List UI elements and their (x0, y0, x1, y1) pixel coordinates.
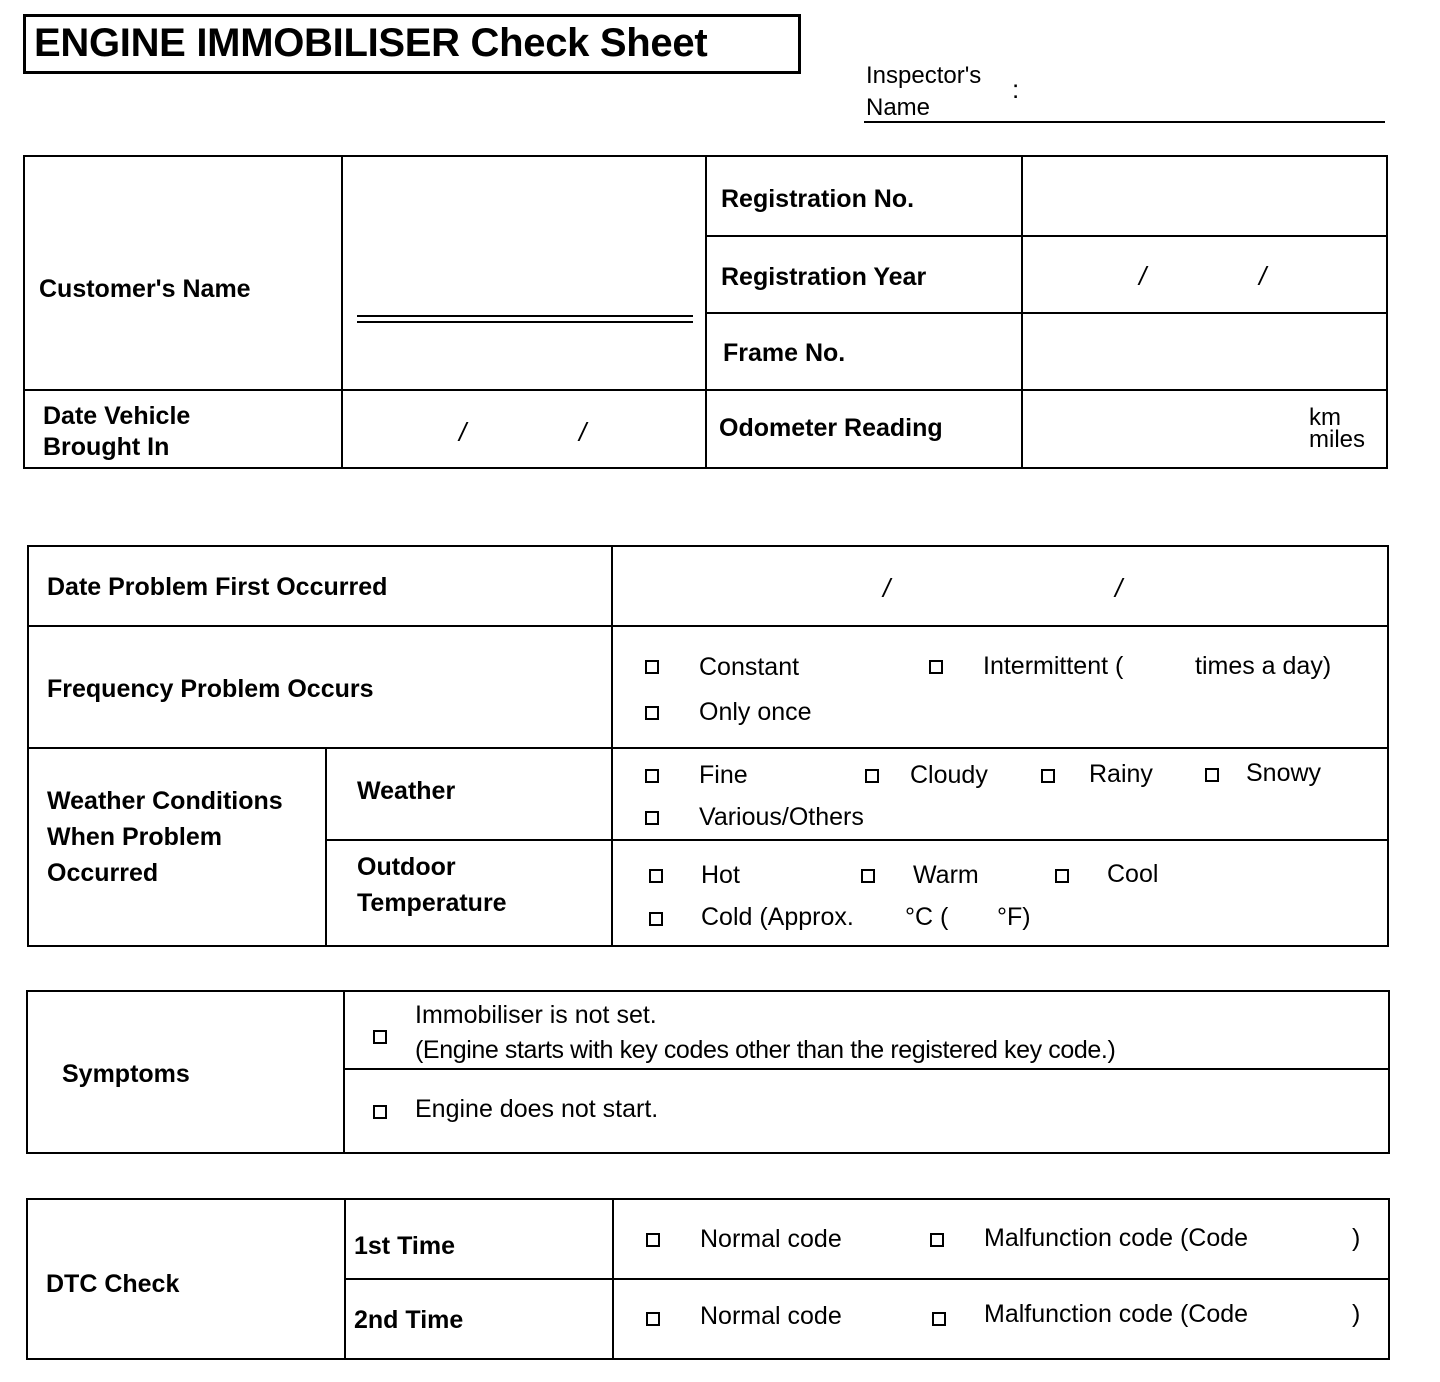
temperature-label-line1: Outdoor (357, 853, 456, 881)
checkbox-rainy[interactable] (1041, 769, 1055, 783)
option-intermittent: Intermittent ( (983, 652, 1124, 680)
odometer-label-cell (706, 390, 1022, 468)
option-snowy: Snowy (1246, 759, 1322, 787)
checkbox-immobiliser-not-set[interactable] (373, 1030, 387, 1044)
inspector-label (866, 60, 981, 124)
checkbox-second-malfunction[interactable] (932, 1312, 946, 1326)
date-first-label: Date Problem First Occurred (47, 573, 388, 601)
symptom-no-start-row (344, 1069, 1389, 1153)
inspector-label-line2: Name (866, 94, 931, 121)
customer-name-line-2 (357, 321, 693, 323)
option-various: Various/Others (699, 803, 864, 831)
option-only-once: Only once (699, 698, 812, 726)
option-first-malfunction: Malfunction code (Code (984, 1224, 1249, 1252)
checkbox-cool[interactable] (1055, 869, 1069, 883)
odometer-field[interactable] (1022, 390, 1387, 468)
title-box (23, 14, 801, 74)
option-rainy: Rainy (1089, 760, 1153, 788)
symptoms-label-cell (27, 991, 344, 1153)
checkbox-hot[interactable] (649, 869, 663, 883)
checkbox-fine[interactable] (645, 769, 659, 783)
checkbox-warm[interactable] (861, 869, 875, 883)
dtc-first-options (613, 1199, 1389, 1279)
registration-year-label: Registration Year (721, 263, 927, 291)
date-separator: / (1259, 261, 1267, 291)
dtc-label-cell (27, 1199, 345, 1359)
date-brought-in-label-cell (24, 390, 342, 468)
frequency-options (612, 626, 1388, 748)
option-fine: Fine (699, 761, 748, 789)
dtc-table (26, 1198, 1390, 1360)
date-first-field[interactable] (612, 546, 1388, 626)
option-deg-f: °F) (997, 903, 1031, 931)
checkbox-snowy[interactable] (1205, 768, 1219, 782)
checkbox-first-malfunction[interactable] (930, 1233, 944, 1247)
unit-miles: miles (1309, 426, 1366, 453)
customer-name-line-1 (357, 315, 693, 317)
option-deg-c: °C ( (905, 903, 949, 931)
weather-label: Weather (357, 777, 456, 805)
temperature-label-cell (326, 840, 612, 946)
option-second-malfunction: Malfunction code (Code (984, 1300, 1249, 1328)
dtc-second-label-cell (345, 1279, 613, 1359)
weather-options (612, 748, 1388, 840)
first-code-close: ) (1352, 1224, 1361, 1252)
odometer-label: Odometer Reading (719, 414, 943, 442)
weather-label-cell (326, 748, 612, 840)
checkbox-second-normal[interactable] (646, 1312, 660, 1326)
registration-no-label: Registration No. (721, 185, 915, 213)
checkbox-cloudy[interactable] (865, 769, 879, 783)
registration-year-label-cell (706, 236, 1022, 313)
checkbox-only-once[interactable] (645, 706, 659, 720)
weather-group-line2: When Problem (47, 823, 223, 851)
registration-no-label-cell (706, 156, 1022, 236)
frame-no-field[interactable] (1022, 313, 1387, 390)
vehicle-info-table (23, 155, 1388, 469)
checkbox-intermittent[interactable] (929, 660, 943, 674)
dtc-first-label: 1st Time (354, 1232, 455, 1260)
option-hot: Hot (701, 861, 740, 889)
frame-no-label-cell (706, 313, 1022, 390)
option-cool: Cool (1107, 860, 1159, 888)
weather-group-line3: Occurred (47, 859, 159, 887)
symptom-not-set-line2: (Engine starts with key codes other than the registered key code.) (415, 1036, 1116, 1064)
symptom-no-start-text: Engine does not start. (415, 1095, 659, 1123)
date-brought-in-label (43, 401, 190, 463)
frequency-label-cell (28, 626, 612, 748)
registration-no-field[interactable] (1022, 156, 1387, 236)
option-cloudy: Cloudy (910, 761, 988, 789)
option-constant: Constant (699, 653, 800, 681)
option-second-normal: Normal code (700, 1302, 842, 1330)
option-cold: Cold (Approx. (701, 903, 854, 931)
symptom-not-set-line1: Immobiliser is not set. (415, 1001, 657, 1029)
dtc-label: DTC Check (46, 1270, 180, 1298)
date-first-label-cell (28, 546, 612, 626)
date-separator: / (459, 417, 467, 447)
temperature-label (357, 849, 507, 921)
checkbox-cold[interactable] (649, 912, 663, 926)
customer-name-label: Customer's Name (39, 275, 251, 303)
date-separator: / (579, 417, 587, 447)
second-code-close: ) (1352, 1300, 1361, 1328)
option-warm: Warm (913, 861, 979, 889)
checkbox-constant[interactable] (645, 660, 659, 674)
odometer-units (1309, 404, 1366, 453)
registration-year-field[interactable] (1022, 236, 1387, 313)
temperature-label-line2: Temperature (357, 889, 507, 917)
date-separator: / (1115, 573, 1123, 603)
customer-name-field[interactable] (342, 156, 706, 390)
inspector-name-field[interactable] (864, 121, 1385, 123)
temperature-options (612, 840, 1388, 946)
date-separator: / (883, 573, 891, 603)
dtc-first-label-cell (345, 1199, 613, 1279)
checkbox-various[interactable] (645, 811, 659, 825)
customer-name-label-cell (24, 156, 342, 390)
problem-table (27, 545, 1389, 947)
symptom-not-set-row (344, 991, 1389, 1069)
dtc-second-options (613, 1279, 1389, 1359)
symptoms-table (26, 990, 1390, 1154)
frame-no-label: Frame No. (723, 339, 846, 367)
date-brought-in-label-line1: Date Vehicle (43, 402, 191, 430)
dtc-second-label: 2nd Time (354, 1306, 464, 1334)
weather-group-line1: Weather Conditions (47, 787, 283, 815)
symptoms-label: Symptoms (62, 1060, 190, 1088)
option-first-normal: Normal code (700, 1225, 842, 1253)
weather-group-label (47, 783, 283, 891)
weather-group-label-cell (28, 748, 326, 946)
option-times-a-day: times a day) (1195, 652, 1332, 680)
checkbox-first-normal[interactable] (646, 1233, 660, 1247)
page-title: ENGINE IMMOBILISER Check Sheet (34, 21, 708, 65)
checkbox-engine-no-start[interactable] (373, 1105, 387, 1119)
inspector-colon: : (1012, 74, 1020, 104)
frequency-label: Frequency Problem Occurs (47, 675, 374, 703)
symptom-not-set-text (415, 998, 1115, 1068)
date-brought-in-label-line2: Brought In (43, 433, 170, 461)
inspector-label-line1: Inspector's (866, 62, 982, 89)
date-separator: / (1139, 261, 1147, 291)
date-brought-in-field[interactable] (342, 390, 706, 468)
unit-km: km (1309, 404, 1341, 431)
